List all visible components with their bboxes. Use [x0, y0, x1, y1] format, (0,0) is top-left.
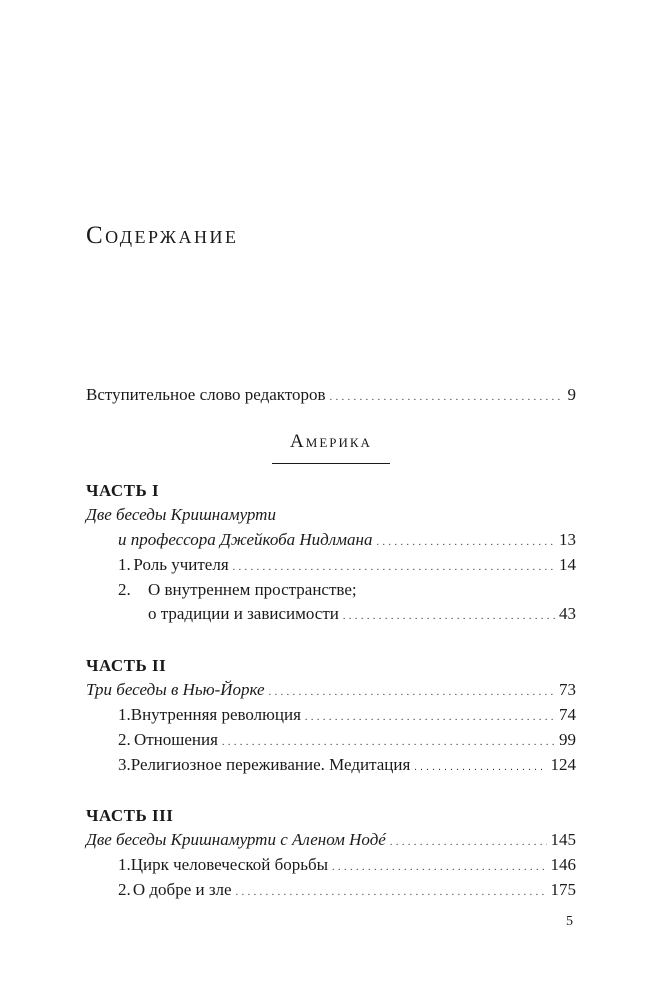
leader-dots — [390, 828, 547, 855]
toc-entry-number: 2. — [118, 730, 131, 749]
toc-entry-number: 3. — [118, 755, 131, 774]
toc-entry-page: 43 — [559, 604, 576, 623]
toc-entry — [118, 528, 576, 555]
leader-dots — [330, 383, 564, 410]
toc-entry — [118, 853, 576, 880]
part-heading: ЧАСТЬ III — [86, 806, 174, 825]
toc-entry-label: Отношения — [133, 730, 218, 749]
toc-entry-page: 124 — [550, 755, 576, 774]
toc-entry-number: 1. — [118, 555, 131, 574]
toc-entry-page: 145 — [550, 830, 576, 849]
part-subtitle-continued: и профессора Джейкоба Нидлмана — [118, 530, 373, 549]
leader-dots — [236, 878, 547, 905]
leader-dots — [376, 528, 555, 555]
toc-entry — [118, 703, 576, 730]
leader-dots — [332, 853, 546, 880]
toc-entry — [86, 678, 576, 705]
leader-dots — [269, 678, 555, 705]
part-subtitle: Две беседы Кришнамурти с Аленом Нодé — [86, 830, 386, 849]
toc-entry — [118, 728, 576, 755]
toc-entry-number: 2. — [118, 580, 131, 599]
leader-dots — [414, 753, 546, 780]
toc-entry — [118, 553, 576, 580]
toc-entry-first-line — [118, 578, 357, 602]
toc-entry-page: 14 — [559, 555, 576, 574]
toc-entry-number: 2. — [118, 880, 131, 899]
leader-dots — [305, 703, 555, 730]
part-subtitle: Три беседы в Нью-Йорке — [86, 680, 265, 699]
toc-entry-intro — [86, 383, 576, 410]
toc-entry-label: Внутренняя революция — [130, 705, 301, 724]
toc-entry — [118, 878, 576, 905]
toc-entry — [148, 602, 576, 629]
section-heading: Америка — [290, 431, 372, 452]
toc-entry-page: 175 — [550, 880, 576, 899]
toc-entry-label: Религиозное переживание. Медитация — [130, 755, 411, 774]
toc-entry — [86, 828, 576, 855]
toc-entry-page: 13 — [559, 530, 576, 549]
toc-entry-page: 99 — [559, 730, 576, 749]
toc-entry — [118, 753, 576, 780]
toc-entry-label: Роль учителя — [133, 555, 229, 574]
leader-dots — [233, 553, 555, 580]
part-heading: ЧАСТЬ I — [86, 481, 160, 500]
toc-entry-page: 73 — [559, 680, 576, 699]
page-title: Содержание — [86, 222, 239, 249]
leader-dots — [343, 602, 555, 629]
toc-entry-number: 1. — [118, 855, 131, 874]
leader-dots — [222, 728, 555, 755]
toc-entry-page: 9 — [567, 385, 576, 404]
page-number: 5 — [566, 914, 573, 929]
toc-entry-label-continued: о традиции и зависимости — [148, 604, 339, 623]
toc-entry-label: Цирк человеческой борьбы — [130, 855, 329, 874]
toc-entry-number: 1. — [118, 705, 131, 724]
part-heading: ЧАСТЬ II — [86, 656, 167, 675]
toc-entry-page: 146 — [550, 855, 576, 874]
toc-entry-label: Вступительное слово редакторов — [86, 385, 326, 404]
part-subtitle: Две беседы Кришнамурти — [86, 505, 276, 524]
toc-entry-page: 74 — [559, 705, 576, 724]
toc-entry-label: О внутреннем пространстве; — [148, 580, 357, 599]
section-underline — [272, 463, 390, 464]
toc-entry-label: О добре и зле — [132, 880, 232, 899]
